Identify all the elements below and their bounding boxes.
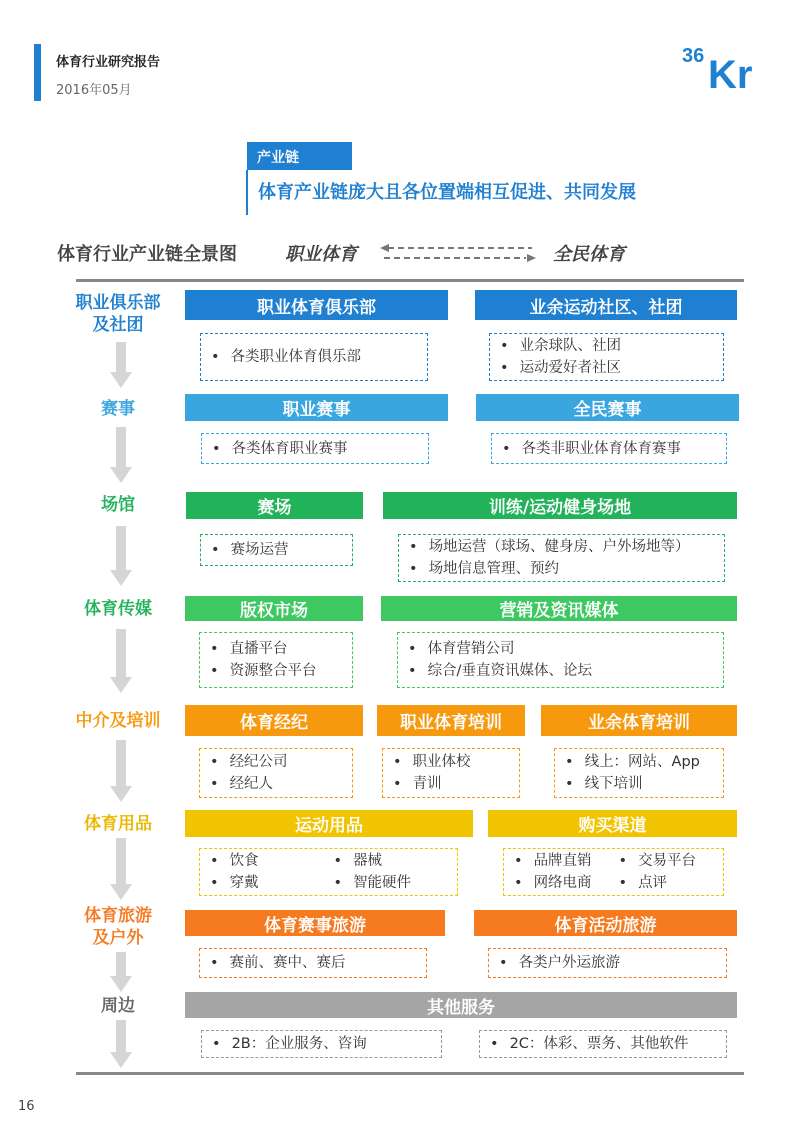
list-item: • 网络电商 — [514, 872, 619, 894]
list-item: • 业余球队、社团 — [500, 335, 723, 357]
bottom-rule — [76, 1072, 744, 1075]
list-item: • 综合/垂直资讯媒体、论坛 — [408, 660, 723, 682]
list-item: • 智能硬件 — [334, 872, 458, 894]
list-item: • 经纪人 — [210, 773, 352, 795]
down-arrow-icon — [110, 342, 132, 388]
box-purchase-channels — [503, 848, 724, 896]
stage-label-tourism: 体育旅游 及户外 — [84, 906, 152, 948]
list-item: • 青训 — [393, 773, 519, 795]
stage-label-venues: 场馆 — [101, 495, 135, 515]
list-item: • 经纪公司 — [210, 751, 352, 773]
list-item: • 资源整合平台 — [210, 660, 352, 682]
box-activity-tourism — [488, 948, 727, 978]
page-number: 16 — [18, 1099, 35, 1114]
box-sports-agency — [199, 748, 353, 798]
bar-purchase-channels: 购买渠道 — [488, 810, 737, 837]
header-accent-bar — [34, 44, 41, 101]
bar-pro-events: 职业赛事 — [185, 394, 448, 421]
section-tag-rule — [246, 170, 248, 215]
stage-label-clubs: 职业俱乐部 及社团 — [75, 293, 161, 335]
list-item: • 各类体育职业赛事 — [212, 438, 428, 460]
down-arrow-icon — [110, 952, 132, 992]
section-headline: 体育产业链庞大且各位置端相互促进、共同发展 — [258, 182, 636, 203]
bar-activity-tourism: 体育活动旅游 — [474, 910, 737, 936]
box-amateur-communities — [489, 333, 724, 381]
stage-label-agency-training: 中介及培训 — [75, 711, 161, 731]
box-training-fields — [398, 534, 725, 582]
list-item: • 各类职业体育俱乐部 — [211, 346, 427, 368]
overview-title: 体育行业产业链全景图 — [57, 244, 237, 265]
bar-stadiums: 赛场 — [186, 492, 363, 519]
bar-copyright-market: 版权市场 — [185, 596, 363, 621]
list-item: • 点评 — [619, 872, 724, 894]
list-item: • 交易平台 — [619, 850, 724, 872]
down-arrow-icon — [110, 838, 132, 900]
stage-label-peripheral: 周边 — [101, 996, 135, 1016]
bar-mass-events: 全民赛事 — [476, 394, 739, 421]
down-arrow-icon — [110, 526, 132, 586]
list-item: • 穿戴 — [210, 872, 334, 894]
section-tag: 产业链 — [247, 142, 352, 170]
bar-amateur-training: 业余体育培训 — [541, 705, 737, 736]
down-arrow-icon — [110, 1020, 132, 1068]
box-2c-services — [479, 1030, 727, 1058]
list-item: • 体育营销公司 — [408, 638, 723, 660]
bar-sporting-goods: 运动用品 — [185, 810, 473, 837]
box-mass-events — [491, 433, 727, 464]
list-item: • 各类户外运旅游 — [499, 952, 726, 974]
double-arrow-icon — [380, 242, 540, 264]
down-arrow-icon — [110, 629, 132, 693]
list-item: • 赛前、赛中、赛后 — [210, 952, 426, 974]
box-pro-clubs — [200, 333, 428, 381]
list-item: • 饮食 — [210, 850, 334, 872]
stage-label-events: 赛事 — [101, 399, 135, 419]
box-marketing-media — [397, 632, 724, 688]
stage-label-media: 体育传媒 — [84, 599, 152, 619]
list-item: • 线下培训 — [565, 773, 723, 795]
box-stadiums — [200, 534, 353, 566]
bar-sports-agency: 体育经纪 — [185, 705, 363, 736]
list-item: • 器械 — [334, 850, 458, 872]
box-sporting-goods — [199, 848, 458, 896]
down-arrow-icon — [110, 427, 132, 483]
36kr-logo-icon — [682, 40, 766, 94]
box-2b-services — [201, 1030, 442, 1058]
list-item: • 赛场运营 — [211, 539, 352, 561]
overview-left-label: 职业体育 — [285, 244, 357, 265]
report-title: 体育行业研究报告 — [56, 55, 161, 70]
bar-amateur-communities: 业余运动社区、社团 — [475, 290, 737, 320]
bar-pro-training: 职业体育培训 — [377, 705, 525, 736]
bar-training-fields: 训练/运动健身场地 — [383, 492, 737, 519]
top-rule — [76, 279, 744, 282]
list-item: • 运动爱好者社区 — [500, 357, 723, 379]
list-item: • 品牌直销 — [514, 850, 619, 872]
svg-text:Kr: Kr — [708, 53, 753, 94]
down-arrow-icon — [110, 740, 132, 802]
list-item: • 场地运营（球场、健身房、户外场地等） — [409, 536, 724, 558]
list-item: • 各类非职业体育体育赛事 — [502, 438, 726, 460]
svg-text:36: 36 — [682, 45, 705, 67]
box-event-tourism — [199, 948, 427, 978]
stage-label-goods: 体育用品 — [84, 814, 152, 834]
list-item: • 线上：网站、App — [565, 751, 723, 773]
box-pro-training — [382, 748, 520, 798]
list-item: • 职业体校 — [393, 751, 519, 773]
overview-right-label: 全民体育 — [553, 244, 625, 265]
bar-marketing-media: 营销及资讯媒体 — [381, 596, 737, 621]
box-copyright-market — [199, 632, 353, 688]
list-item: • 场地信息管理、预约 — [409, 558, 724, 580]
list-item: • 2C：体彩、票务、其他软件 — [490, 1033, 726, 1055]
list-item: • 直播平台 — [210, 638, 352, 660]
bar-pro-clubs: 职业体育俱乐部 — [185, 290, 448, 320]
box-amateur-training — [554, 748, 724, 798]
report-date: 2016年05月 — [56, 83, 132, 98]
list-item: • 2B：企业服务、咨询 — [212, 1033, 441, 1055]
bar-other-services: 其他服务 — [185, 992, 737, 1018]
bar-event-tourism: 体育赛事旅游 — [185, 910, 445, 936]
box-pro-events — [201, 433, 429, 464]
